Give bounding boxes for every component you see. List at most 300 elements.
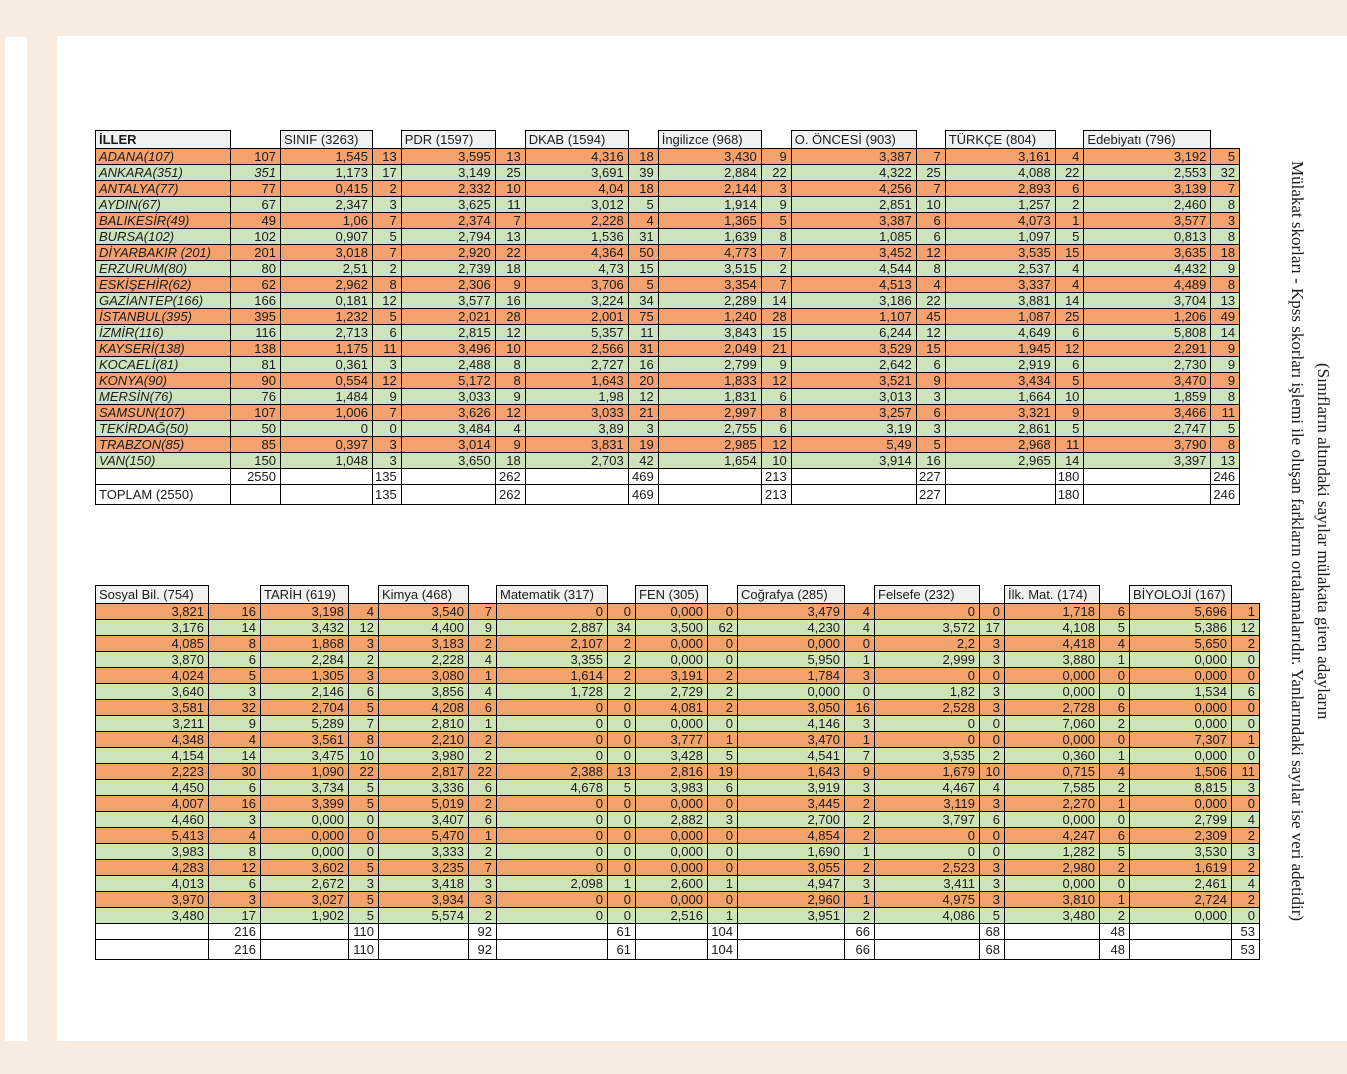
score-cell: 0: [497, 732, 608, 748]
score-cell: 1,365: [658, 213, 761, 229]
score-cell: 3,387: [791, 149, 916, 165]
count-cell: 12: [495, 325, 525, 341]
count-cell: 18: [628, 181, 658, 197]
count-cell: 12: [916, 245, 945, 261]
score-cell: 3,581: [96, 700, 209, 716]
count-cell: 0: [349, 844, 379, 860]
header-gap-cell: [608, 586, 636, 604]
count-cell: 75: [628, 309, 658, 325]
score-cell: 3,397: [1084, 453, 1211, 469]
count-cell: 4: [845, 620, 875, 636]
score-cell: 3,535: [945, 245, 1055, 261]
count-cell: 4: [495, 421, 525, 437]
count-cell: 6: [1100, 700, 1130, 716]
count-cell: 22: [495, 245, 525, 261]
count-cell: 0: [845, 684, 875, 700]
score-cell: 1,173: [281, 165, 373, 181]
count-cell: 9: [1211, 341, 1240, 357]
count-cell: 0: [608, 604, 636, 620]
score-cell: 1,639: [658, 229, 761, 245]
count-cell: 5: [708, 748, 738, 764]
count-cell: 7: [373, 405, 402, 421]
score-cell: 4,489: [1084, 277, 1211, 293]
total-cell: 246: [1211, 469, 1240, 485]
total-cell: 246: [1211, 485, 1240, 505]
count-cell: 0: [608, 828, 636, 844]
score-cell: 2,919: [945, 357, 1055, 373]
score-cell: 0,000: [261, 828, 349, 844]
count-cell: 62: [708, 620, 738, 636]
score-cell: 3,89: [525, 421, 628, 437]
score-cell: 2,713: [281, 325, 373, 341]
score-cell: 3,484: [401, 421, 495, 437]
total-cell: 262: [495, 485, 525, 505]
score-cell: 4,086: [875, 908, 980, 924]
count-cell: 12: [209, 860, 261, 876]
score-cell: 3,430: [658, 149, 761, 165]
score-cell: 1,718: [1005, 604, 1100, 620]
score-cell: 3,387: [791, 213, 916, 229]
score-cell: 3,080: [379, 668, 469, 684]
score-cell: 8,815: [1130, 780, 1232, 796]
count-cell: 2: [845, 828, 875, 844]
score-cell: 3,521: [791, 373, 916, 389]
count-cell: 4: [1055, 149, 1084, 165]
score-cell: 3,055: [738, 860, 845, 876]
score-cell: 0,361: [281, 357, 373, 373]
score-cell: 3,919: [738, 780, 845, 796]
score-cell: 2,968: [945, 437, 1055, 453]
count-cell: 67: [231, 197, 281, 213]
count-cell: 90: [231, 373, 281, 389]
score-cell: 4,418: [1005, 636, 1100, 652]
count-cell: 18: [628, 149, 658, 165]
score-cell: 3,535: [875, 748, 980, 764]
score-cell: 2,098: [497, 876, 608, 892]
count-cell: 166: [231, 293, 281, 309]
score-cell: 4,283: [96, 860, 209, 876]
score-cell: 1,534: [1130, 684, 1232, 700]
count-cell: 3: [1232, 780, 1260, 796]
score-cell: 2,347: [281, 197, 373, 213]
header-cell: Matematik (317): [497, 586, 608, 604]
score-cell: 0,000: [1130, 668, 1232, 684]
score-cell: 2,884: [658, 165, 761, 181]
province-cell: DİYARBAKIR (201): [96, 245, 231, 261]
count-cell: 4: [980, 780, 1005, 796]
score-cell: 3,027: [261, 892, 349, 908]
score-cell: 1,859: [1084, 389, 1211, 405]
count-cell: 3: [349, 668, 379, 684]
score-cell: 3,235: [379, 860, 469, 876]
score-cell: 2,049: [658, 341, 761, 357]
score-cell: 1,107: [791, 309, 916, 325]
score-cell: 3,452: [791, 245, 916, 261]
count-cell: 0: [1232, 748, 1260, 764]
score-cell: 3,602: [261, 860, 349, 876]
score-cell: 4,256: [791, 181, 916, 197]
count-cell: 4: [916, 277, 945, 293]
count-cell: 3: [708, 812, 738, 828]
count-cell: 6: [916, 405, 945, 421]
score-cell: 1,090: [261, 764, 349, 780]
count-cell: 16: [916, 453, 945, 469]
score-cell: 3,014: [401, 437, 495, 453]
count-cell: 2: [1232, 636, 1260, 652]
count-cell: 3: [469, 892, 497, 908]
score-cell: 1,654: [658, 453, 761, 469]
score-cell: 0,000: [261, 844, 349, 860]
count-cell: 5: [1055, 229, 1084, 245]
count-cell: 5: [349, 892, 379, 908]
score-cell: 3,479: [738, 604, 845, 620]
count-cell: 7: [845, 748, 875, 764]
score-cell: 2,672: [261, 876, 349, 892]
header-gap-cell: [1055, 131, 1084, 149]
header-gap-cell: [1211, 131, 1240, 149]
count-cell: 34: [608, 620, 636, 636]
count-cell: 5: [1211, 149, 1240, 165]
count-cell: 18: [1211, 245, 1240, 261]
count-cell: 20: [628, 373, 658, 389]
total-cell: 92: [469, 940, 497, 960]
score-cell: 3,777: [636, 732, 708, 748]
score-cell: 4,081: [636, 700, 708, 716]
count-cell: 4: [469, 652, 497, 668]
score-cell: 5,696: [1130, 604, 1232, 620]
score-cell: 2,210: [379, 732, 469, 748]
score-cell: 2,985: [658, 437, 761, 453]
count-cell: 0: [608, 812, 636, 828]
score-cell: 3,333: [379, 844, 469, 860]
count-cell: 2: [845, 812, 875, 828]
score-cell: 3,354: [658, 277, 761, 293]
score-cell: 0: [497, 812, 608, 828]
count-cell: 5: [349, 908, 379, 924]
count-cell: 2: [469, 636, 497, 652]
scores-table-bottom: [95, 585, 1260, 960]
score-cell: 3,914: [791, 453, 916, 469]
header-gap-cell: [349, 586, 379, 604]
score-cell: 1,914: [658, 197, 761, 213]
count-cell: 4: [209, 828, 261, 844]
province-cell: KAYSERİ(138): [96, 341, 231, 357]
score-cell: 4,467: [875, 780, 980, 796]
score-cell: 5,289: [261, 716, 349, 732]
count-cell: 3: [349, 636, 379, 652]
header-cell: O. ÖNCESİ (903): [791, 131, 916, 149]
count-cell: 30: [209, 764, 261, 780]
count-cell: 10: [980, 764, 1005, 780]
score-cell: 3,033: [401, 389, 495, 405]
score-cell: 0: [875, 828, 980, 844]
total-cell: [497, 924, 608, 940]
count-cell: 8: [761, 405, 791, 421]
count-cell: 7: [349, 716, 379, 732]
score-cell: 3,626: [401, 405, 495, 421]
count-cell: 85: [231, 437, 281, 453]
total-cell: [497, 940, 608, 960]
count-cell: 2: [761, 261, 791, 277]
score-cell: 2,528: [875, 700, 980, 716]
score-cell: 3,050: [738, 700, 845, 716]
count-cell: 1: [845, 732, 875, 748]
score-cell: 0: [497, 908, 608, 924]
count-cell: 76: [231, 389, 281, 405]
count-cell: 5: [349, 860, 379, 876]
total-cell: [525, 485, 628, 505]
count-cell: 28: [495, 309, 525, 325]
count-cell: 2: [1055, 197, 1084, 213]
total-cell: 110: [349, 940, 379, 960]
score-cell: 4,678: [497, 780, 608, 796]
score-cell: 3,161: [945, 149, 1055, 165]
count-cell: 2: [980, 748, 1005, 764]
score-cell: 2,861: [945, 421, 1055, 437]
score-cell: 4,541: [738, 748, 845, 764]
count-cell: 0: [349, 828, 379, 844]
score-cell: 1,175: [281, 341, 373, 357]
score-cell: 7,307: [1130, 732, 1232, 748]
count-cell: 13: [1211, 293, 1240, 309]
score-cell: 2,730: [1084, 357, 1211, 373]
count-cell: 81: [231, 357, 281, 373]
total-cell: 53: [1232, 940, 1260, 960]
score-cell: 2,374: [401, 213, 495, 229]
count-cell: 7: [916, 181, 945, 197]
count-cell: 3: [980, 796, 1005, 812]
count-cell: 1: [1100, 796, 1130, 812]
count-cell: 11: [1211, 405, 1240, 421]
count-cell: 2: [1100, 780, 1130, 796]
score-cell: 3,018: [281, 245, 373, 261]
count-cell: 2: [373, 261, 402, 277]
count-cell: 1: [708, 876, 738, 892]
score-cell: 0,000: [1130, 700, 1232, 716]
count-cell: 15: [761, 325, 791, 341]
count-cell: 2: [469, 748, 497, 764]
count-cell: 8: [1211, 229, 1240, 245]
count-cell: 6: [373, 325, 402, 341]
count-cell: 3: [980, 876, 1005, 892]
score-cell: 0,000: [636, 652, 708, 668]
count-cell: 11: [1232, 764, 1260, 780]
total-cell: [281, 469, 373, 485]
count-cell: 3: [761, 181, 791, 197]
count-cell: 62: [231, 277, 281, 293]
count-cell: 14: [1055, 293, 1084, 309]
count-cell: 201: [231, 245, 281, 261]
count-cell: 4: [1232, 876, 1260, 892]
province-cell: VAN(150): [96, 453, 231, 469]
total-cell: [379, 940, 469, 960]
count-cell: 12: [373, 373, 402, 389]
total-cell: TOPLAM (2550): [96, 485, 231, 505]
score-cell: 3,321: [945, 405, 1055, 421]
province-cell: ANTALYA(77): [96, 181, 231, 197]
count-cell: 0: [1100, 684, 1130, 700]
count-cell: 9: [1055, 405, 1084, 421]
total-cell: 213: [761, 469, 791, 485]
count-cell: 32: [209, 700, 261, 716]
score-cell: 1,240: [658, 309, 761, 325]
count-cell: 3: [209, 892, 261, 908]
score-cell: 0,000: [1005, 876, 1100, 892]
score-cell: 4,013: [96, 876, 209, 892]
total-cell: 48: [1100, 940, 1130, 960]
count-cell: 0: [1100, 732, 1130, 748]
count-cell: 3: [373, 197, 402, 213]
count-cell: 12: [495, 405, 525, 421]
header-gap-cell: [761, 131, 791, 149]
count-cell: 16: [845, 700, 875, 716]
count-cell: 6: [1100, 604, 1130, 620]
score-cell: 2,739: [401, 261, 495, 277]
count-cell: 3: [845, 668, 875, 684]
score-cell: 3,951: [738, 908, 845, 924]
count-cell: 0: [1100, 876, 1130, 892]
score-cell: 3,355: [497, 652, 608, 668]
count-cell: 8: [495, 357, 525, 373]
count-cell: 11: [495, 197, 525, 213]
count-cell: 0: [608, 796, 636, 812]
header-cell: Sosyal Bil. (754): [96, 586, 209, 604]
header-gap-cell: [373, 131, 402, 149]
score-cell: 0,000: [1005, 812, 1100, 828]
count-cell: 6: [1100, 828, 1130, 844]
count-cell: 8: [1211, 389, 1240, 405]
total-cell: 227: [916, 469, 945, 485]
score-cell: 1,282: [1005, 844, 1100, 860]
count-cell: 2: [1232, 860, 1260, 876]
score-cell: 3,595: [401, 149, 495, 165]
score-cell: 4,04: [525, 181, 628, 197]
header-cell: SINIF (3263): [281, 131, 373, 149]
score-cell: 1,006: [281, 405, 373, 421]
score-cell: 1,06: [281, 213, 373, 229]
header-cell: DKAB (1594): [525, 131, 628, 149]
total-cell: 110: [349, 924, 379, 940]
count-cell: 0: [980, 828, 1005, 844]
count-cell: 9: [845, 764, 875, 780]
score-cell: 3,119: [875, 796, 980, 812]
header-cell: TARİH (619): [261, 586, 349, 604]
total-cell: 104: [708, 924, 738, 940]
count-cell: 7: [916, 149, 945, 165]
count-cell: 6: [469, 812, 497, 828]
score-cell: 3,540: [379, 604, 469, 620]
count-cell: 3: [349, 876, 379, 892]
spreadsheet-page: [57, 36, 1347, 1041]
count-cell: 3: [1232, 844, 1260, 860]
score-cell: 0: [497, 700, 608, 716]
count-cell: 17: [373, 165, 402, 181]
header-gap-cell: [469, 586, 497, 604]
count-cell: 6: [469, 780, 497, 796]
count-cell: 0: [373, 421, 402, 437]
score-cell: 3,515: [658, 261, 761, 277]
total-cell: 92: [469, 924, 497, 940]
score-cell: 2,816: [636, 764, 708, 780]
score-cell: 5,172: [401, 373, 495, 389]
count-cell: 18: [495, 261, 525, 277]
count-cell: 2: [469, 844, 497, 860]
count-cell: 1: [845, 892, 875, 908]
score-cell: 6,244: [791, 325, 916, 341]
score-cell: 1,643: [738, 764, 845, 780]
count-cell: 25: [495, 165, 525, 181]
score-cell: 2,388: [497, 764, 608, 780]
score-cell: 3,635: [1084, 245, 1211, 261]
score-cell: 3,149: [401, 165, 495, 181]
total-cell: [791, 485, 916, 505]
score-cell: 5,950: [738, 652, 845, 668]
score-cell: 3,475: [261, 748, 349, 764]
score-cell: 1,833: [658, 373, 761, 389]
total-cell: [738, 924, 845, 940]
score-cell: 1,085: [791, 229, 916, 245]
count-cell: 3: [373, 357, 402, 373]
count-cell: 80: [231, 261, 281, 277]
count-cell: 3: [1211, 213, 1240, 229]
count-cell: 21: [628, 405, 658, 421]
total-cell: [401, 469, 495, 485]
count-cell: 10: [761, 453, 791, 469]
score-cell: 0,000: [1130, 652, 1232, 668]
total-cell: 216: [209, 924, 261, 940]
count-cell: 0: [608, 844, 636, 860]
score-cell: 4,947: [738, 876, 845, 892]
total-cell: [636, 940, 708, 960]
count-cell: 0: [708, 636, 738, 652]
count-cell: 14: [1055, 453, 1084, 469]
score-cell: 4,400: [379, 620, 469, 636]
score-cell: 2,144: [658, 181, 761, 197]
count-cell: 0: [608, 892, 636, 908]
score-cell: 2,309: [1130, 828, 1232, 844]
score-cell: 4,073: [945, 213, 1055, 229]
score-cell: 3,980: [379, 748, 469, 764]
count-cell: 4: [469, 684, 497, 700]
score-cell: 2,021: [401, 309, 495, 325]
score-cell: 2,537: [945, 261, 1055, 277]
count-cell: 0: [980, 716, 1005, 732]
count-cell: 1: [469, 716, 497, 732]
count-cell: 9: [916, 373, 945, 389]
count-cell: 1: [1100, 748, 1130, 764]
score-cell: 2,306: [401, 277, 495, 293]
count-cell: 6: [209, 652, 261, 668]
count-cell: 2: [1100, 716, 1130, 732]
count-cell: 0: [708, 796, 738, 812]
count-cell: 8: [916, 261, 945, 277]
score-cell: 0,000: [636, 716, 708, 732]
province-cell: İZMİR(116): [96, 325, 231, 341]
total-cell: [738, 940, 845, 960]
count-cell: 0: [1232, 700, 1260, 716]
count-cell: 0: [708, 892, 738, 908]
header-gap-cell: [231, 131, 281, 149]
count-cell: 7: [373, 245, 402, 261]
count-cell: 3: [845, 876, 875, 892]
count-cell: 49: [231, 213, 281, 229]
count-cell: 6: [1055, 325, 1084, 341]
count-cell: 3: [209, 812, 261, 828]
score-cell: 1,232: [281, 309, 373, 325]
total-cell: 135: [373, 469, 402, 485]
count-cell: 7: [469, 860, 497, 876]
count-cell: 2: [1100, 908, 1130, 924]
